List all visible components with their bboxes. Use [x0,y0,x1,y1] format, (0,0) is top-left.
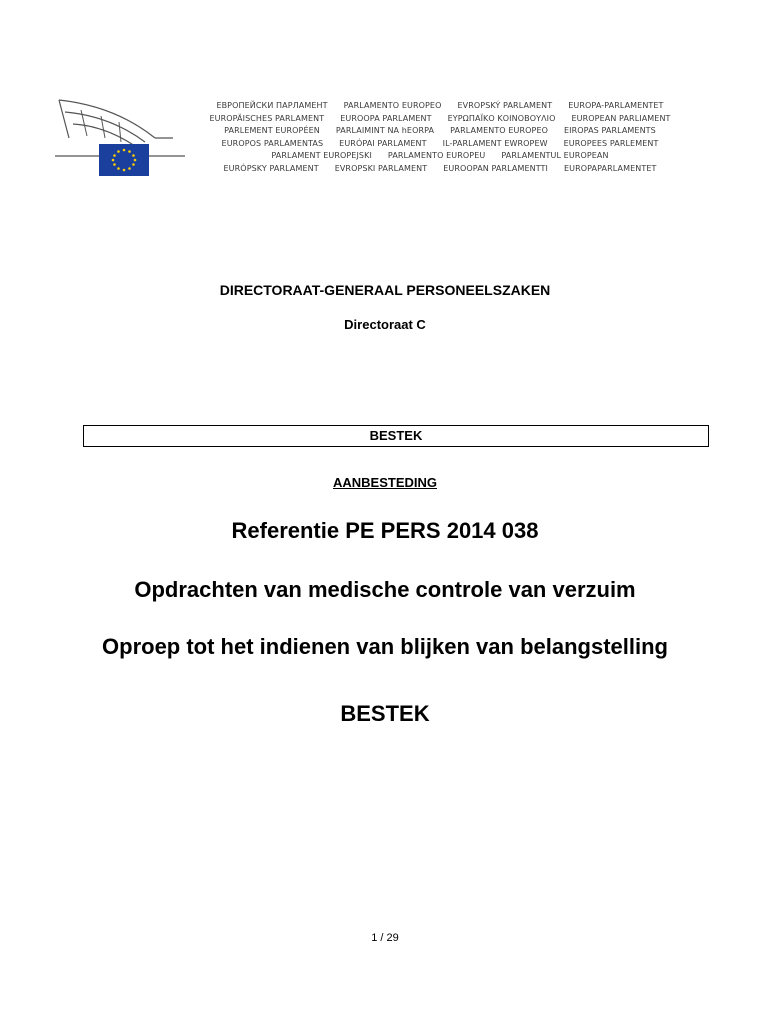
parliament-name: PARLAMENTUL EUROPEAN [501,151,609,160]
parliament-name: EUROOPAN PARLAMENTTI [443,163,548,173]
document-type-heading: BESTEK [340,701,430,726]
parliament-name: EUROPA-PARLAMENTET [568,101,664,110]
parliament-name: IL-PARLAMENT EWROPEW [442,138,548,148]
parliament-name: EUROPEES PARLEMENT [563,138,659,148]
parliament-name: EUROPOS PARLAMENTAS [221,138,324,148]
parliament-name: PARLAMENT EUROPEJSKI [271,151,372,160]
parliament-name: EVROPSKÝ PARLAMENT [457,101,553,110]
parliament-names-row [190,150,690,163]
parliament-name: PARLEMENT EUROPÉEN [224,126,320,135]
parliament-name: EUROOPA PARLAMENT [340,113,432,123]
call-heading: Oproep tot het indienen van blijken van belangstelling [102,634,668,659]
parliament-name: EUROPEAN PARLIAMENT [571,113,671,123]
procedure-label: AANBESTEDING [332,475,437,490]
parliament-name: ΕΥΡΩΠΑΪΚΟ ΚΟΙΝΟΒΟΥΛΙΟ [447,113,556,123]
parliament-names-row [190,100,690,113]
parliament-names-row [190,138,690,151]
subject-heading: Opdrachten van medische controle van verzuim [134,577,636,602]
boxed-title: BESTEK [83,425,709,447]
parliament-name: PARLAIMINT NA hEORPA [335,126,435,135]
parliament-names-row [190,163,690,176]
parliament-name: PARLAMENTO EUROPEO [343,101,442,110]
parliament-name: EURÓPSKY PARLAMENT [223,163,319,173]
page-number: 1 / 29 [371,932,399,944]
parliament-name: EIROPAS PARLAMENTS [564,126,656,135]
parliament-names-row [190,125,690,138]
parliament-names-row [190,113,690,126]
parliament-name: EUROPAPARLAMENTET [563,163,657,173]
parliament-name: EURÓPAI PARLAMENT [339,138,427,148]
reference-heading: Referentie PE PERS 2014 038 [231,518,539,543]
directorate-general-heading: DIRECTORAAT-GENERAAL PERSONEELSZAKEN [219,282,551,298]
parliament-name: PARLAMENTO EUROPEO [450,126,548,135]
parliament-name: EUROPÄISCHES PARLAMENT [209,113,325,123]
parliament-name: EVROPSKI PARLAMENT [334,163,428,173]
directorate-heading: Directoraat C [344,317,426,332]
parliament-name: ЕВРОПЕЙСКИ ПАРЛАМЕНТ [216,101,328,110]
parliament-name: PARLAMENTO EUROPEU [387,151,486,160]
parliament-names-block [190,100,690,175]
